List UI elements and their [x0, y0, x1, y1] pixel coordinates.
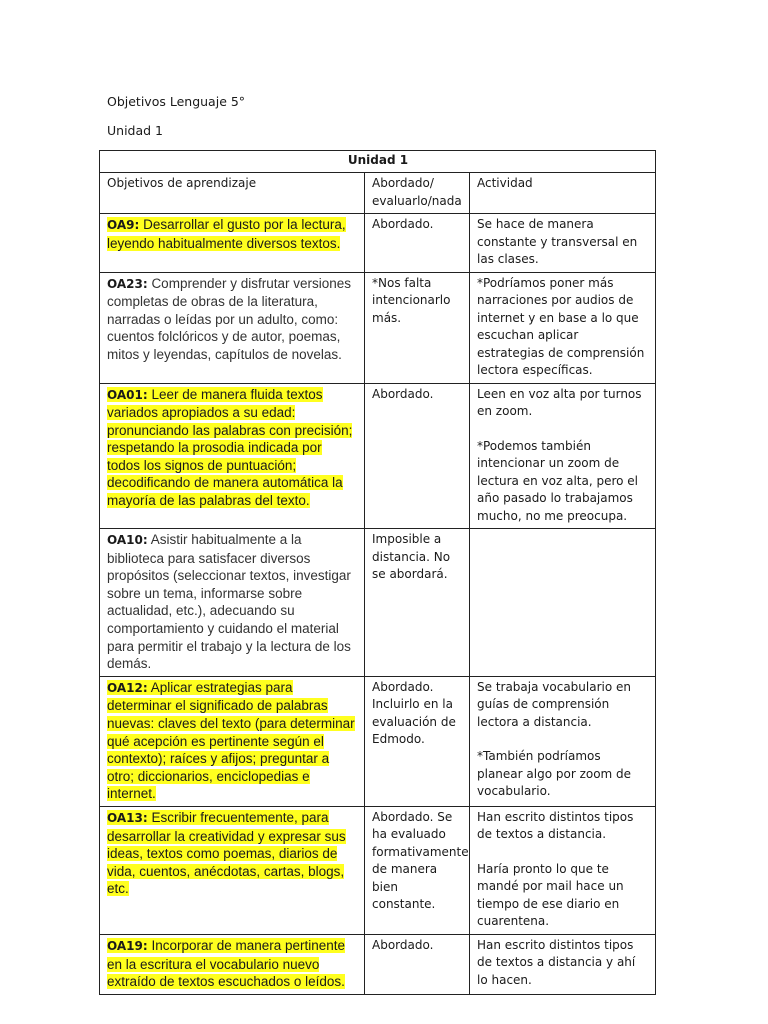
objectives-table	[99, 150, 656, 995]
objective-code: OA10:	[107, 533, 148, 547]
highlighted-objective	[107, 387, 352, 509]
table-row	[100, 383, 656, 529]
table-caption-row	[100, 151, 656, 173]
activity-paragraph: Se hace de manera constante y transversal en las clases.	[477, 217, 638, 266]
header-status: Abordado/ evaluarlo/nada	[365, 173, 470, 214]
activity-cell	[470, 934, 656, 994]
objective-text: Desarrollar el gusto por la lectura, leyendo habitualmente diversos textos.	[107, 217, 346, 251]
table-row	[100, 934, 656, 994]
activity-paragraph: *Podríamos poner más narraciones por audios de internet y en base a lo que escuchan aplicar estrategias de comprensión lectora específicas.	[477, 275, 645, 377]
status-cell: Abordado. Se ha evaluado formativamente de manera bien constante.	[365, 806, 470, 934]
table-row	[100, 806, 656, 934]
objective-text: Incorporar de manera pertinente en la escritura el vocabulario nuevo extraído de textos escuchados o leídos.	[107, 937, 346, 990]
objective-cell	[100, 676, 365, 806]
document-title: Objetivos Lenguaje 5°	[107, 94, 246, 109]
status-cell: Abordado.	[365, 934, 470, 994]
objective-text: Aplicar estrategias para determinar el significado de palabras nuevas: claves del texto (para determinar qué acepción es pertinente según el contexto); raíces y afijos; preguntar a otro; diccionarios, enciclopedias e internet.	[107, 679, 355, 802]
objective-cell	[100, 383, 365, 529]
table-row	[100, 214, 656, 273]
activity-cell	[470, 383, 656, 529]
activity-paragraph: *También podríamos planear algo por zoom de vocabulario.	[477, 749, 632, 799]
objective-code: OA12:	[107, 680, 148, 695]
objective-cell	[100, 214, 365, 273]
highlighted-objective	[107, 680, 355, 802]
activity-paragraph: Se trabaja vocabulario en guías de comprensión lectora a distancia.	[477, 679, 631, 729]
activity-cell	[470, 214, 656, 273]
objective-code: OA19:	[107, 938, 148, 953]
activity-paragraph: Leen en voz alta por turnos en zoom.	[477, 386, 642, 418]
paragraph-gap	[477, 731, 649, 748]
activity-paragraph: Han escrito distintos tipos de textos a distancia y ahí lo hacen.	[477, 937, 636, 987]
objective-code: OA9:	[107, 218, 140, 232]
activity-cell	[470, 272, 656, 383]
table-header-row	[100, 173, 656, 214]
activity-cell	[470, 806, 656, 934]
objective-code: OA23:	[107, 276, 148, 291]
table-row	[100, 272, 656, 383]
activity-paragraph: Haría pronto lo que te mandé por mail hace un tiempo de ese diario en cuarentena.	[477, 861, 624, 929]
objective-text: Asistir habitualmente a la biblioteca para satisfacer diversos propósitos (seleccionar textos, investigar sobre un tema, informarse sobre actualidad, etc.), adecuando su comportamiento y cuidando el material para permitir el trabajo y la lectura de los demás.	[107, 532, 351, 672]
status-cell: Abordado.	[365, 383, 470, 529]
objective-text: Escribir frecuentemente, para desarrollar la creatividad y expresar sus ideas, textos como poemas, diarios de vida, cuentos, anécdotas, cartas, blogs, etc.	[107, 809, 346, 897]
status-cell: Abordado. Incluirlo en la evaluación de Edmodo.	[365, 676, 470, 806]
objective-code: OA01:	[107, 387, 148, 402]
objective-text: Comprender y disfrutar versiones completas de obras de la literatura, narradas o leídas por un adulto, como: cuentos folclóricos y de autor, poemas, mitos y leyendas, capítulos de novelas.	[107, 275, 352, 362]
objective-text: Leer de manera fluida textos variados apropiados a su edad: pronunciando las palabras con precisión; respetando la prosodia indicada por todos los signos de puntuación; decodificando de manera automática la mayoría de las palabras del texto.	[107, 386, 353, 509]
table-row	[100, 676, 656, 806]
header-activity: Actividad	[470, 173, 656, 214]
activity-paragraph: *Podemos también intencionar un zoom de lectura en voz alta, pero el año pasado lo trabajamos mucho, no me preocupa.	[477, 438, 639, 523]
unit-heading: Unidad 1	[107, 123, 163, 138]
activity-cell	[470, 676, 656, 806]
objective	[107, 276, 351, 362]
header-objectives: Objetivos de aprendizaje	[100, 173, 365, 214]
paragraph-gap	[477, 844, 649, 861]
activity-paragraph: Han escrito distintos tipos de textos a distancia.	[477, 809, 634, 842]
table-row	[100, 529, 656, 677]
status-cell: Imposible a distancia. No se abordará.	[365, 529, 470, 677]
highlighted-objective	[107, 938, 345, 989]
objective-cell	[100, 529, 365, 677]
status-cell: Abordado.	[365, 214, 470, 273]
objective-cell	[100, 272, 365, 383]
objective-code: OA13:	[107, 810, 148, 825]
objective	[107, 532, 351, 671]
paragraph-gap	[477, 421, 649, 438]
objective-cell	[100, 934, 365, 994]
highlighted-objective	[107, 217, 346, 251]
objective-cell	[100, 806, 365, 934]
highlighted-objective	[107, 810, 346, 896]
table-caption: Unidad 1	[100, 151, 656, 173]
activity-cell	[470, 529, 656, 677]
status-cell: *Nos falta intencionarlo más.	[365, 272, 470, 383]
